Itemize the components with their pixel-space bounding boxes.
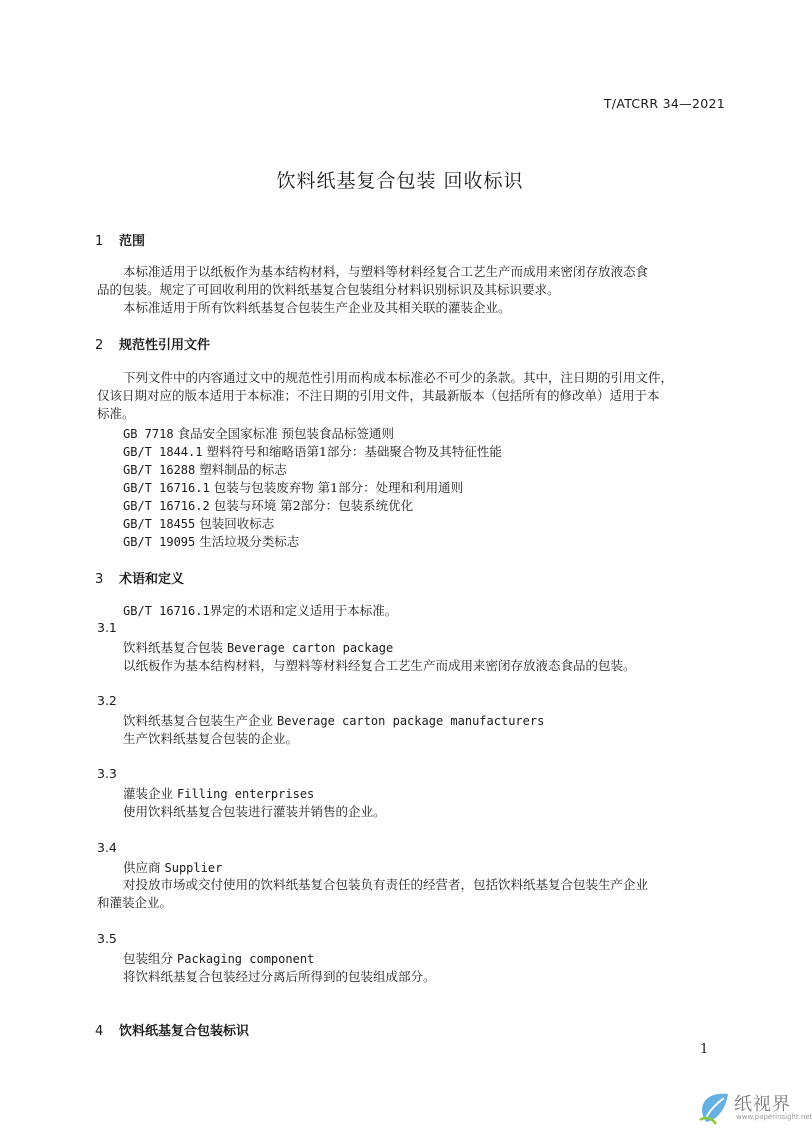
term-name: 灌装企业 Filling enterprises bbox=[123, 786, 315, 801]
term-name: 供应商 Supplier bbox=[123, 860, 223, 875]
scope-paragraph-2: 本标准适用于所有饮料纸基复合包装生产企业及其相关联的灌装企业。 bbox=[123, 300, 511, 315]
section-3-heading bbox=[95, 568, 184, 587]
term-name: 饮料纸基复合包装 Beverage carton package bbox=[123, 640, 394, 655]
section-title: 饮料纸基复合包装标识 bbox=[119, 1024, 250, 1039]
section-2-heading bbox=[95, 334, 210, 353]
term-definition: 使用饮料纸基复合包装进行灌装并销售的企业。 bbox=[123, 804, 386, 819]
term-number: 3.4 bbox=[97, 840, 117, 855]
scope-paragraph-1: 本标准适用于以纸板作为基本结构材料，与塑料等材料经复合工艺生产而成用来密闭存放液态食 品的包装。规定了可回收利用的饮料纸基复合包装组分材料识别标识及其标识要求。 bbox=[97, 264, 649, 297]
reference-item: GB/T 16716.2 包装与环境 第2部分：包装系统优化 bbox=[123, 498, 414, 513]
section-title: 规范性引用文件 bbox=[119, 338, 211, 353]
terms-intro: GB/T 16716.1界定的术语和定义适用于本标准。 bbox=[123, 603, 398, 618]
term-definition: 对投放市场或交付使用的饮料纸基复合包装负有责任的经营者，包括饮料纸基复合包装生产企业 和灌装企业。 bbox=[97, 877, 649, 910]
term-definition: 生产饮料纸基复合包装的企业。 bbox=[123, 731, 299, 746]
section-title: 术语和定义 bbox=[119, 572, 185, 587]
reference-item: GB/T 18455 包装回收标志 bbox=[123, 516, 275, 531]
section-4-heading bbox=[95, 1020, 249, 1039]
term-number: 3.5 bbox=[97, 931, 117, 946]
term-name: 饮料纸基复合包装生产企业 Beverage carton package manufacturers bbox=[123, 713, 545, 728]
section-1-heading bbox=[95, 230, 145, 249]
standard-code: T/ATCRR 34—2021 bbox=[603, 96, 725, 111]
document-title: 饮料纸基复合包装 回收标识 bbox=[276, 170, 524, 192]
reference-item: GB/T 16716.1 包装与包装废弃物 第1部分：处理和利用通则 bbox=[123, 480, 464, 495]
references-intro: 下列文件中的内容通过文中的规范性引用而构成本标准必不可少的条款。其中，注日期的引用文件， 仅该日期对应的版本适用于本标准；不注日期的引用文件，其最新版本（包括所有的修改单）适用于本 标准。 bbox=[97, 370, 674, 421]
section-number: 3 bbox=[95, 572, 104, 587]
section-number: 1 bbox=[95, 234, 104, 249]
term-definition: 以纸板作为基本结构材料，与塑料等材料经复合工艺生产而成用来密闭存放液态食品的包装。 bbox=[123, 658, 636, 673]
watermark-url: www.paperinsight.net bbox=[736, 1113, 812, 1121]
leaf-logo-icon bbox=[698, 1090, 732, 1126]
section-title: 范围 bbox=[119, 234, 146, 249]
reference-item: GB/T 19095 生活垃圾分类标志 bbox=[123, 534, 300, 549]
term-name: 包装组分 Packaging component bbox=[123, 951, 315, 966]
term-number: 3.2 bbox=[97, 693, 117, 708]
reference-item: GB/T 1844.1 塑料符号和缩略语第1部分：基础聚合物及其特征性能 bbox=[123, 444, 502, 459]
term-number: 3.1 bbox=[97, 620, 117, 635]
watermark-text: 纸视界 bbox=[734, 1094, 791, 1115]
term-definition: 将饮料纸基复合包装经过分离后所得到的包装组成部分。 bbox=[123, 969, 436, 984]
section-number: 2 bbox=[95, 338, 104, 353]
reference-item: GB 7718 食品安全国家标准 预包装食品标签通则 bbox=[123, 426, 395, 441]
section-number: 4 bbox=[95, 1024, 104, 1039]
reference-item: GB/T 16288 塑料制品的标志 bbox=[123, 462, 287, 477]
watermark-logo bbox=[698, 1090, 812, 1128]
page-number: 1 bbox=[700, 1042, 709, 1057]
term-number: 3.3 bbox=[97, 766, 117, 781]
